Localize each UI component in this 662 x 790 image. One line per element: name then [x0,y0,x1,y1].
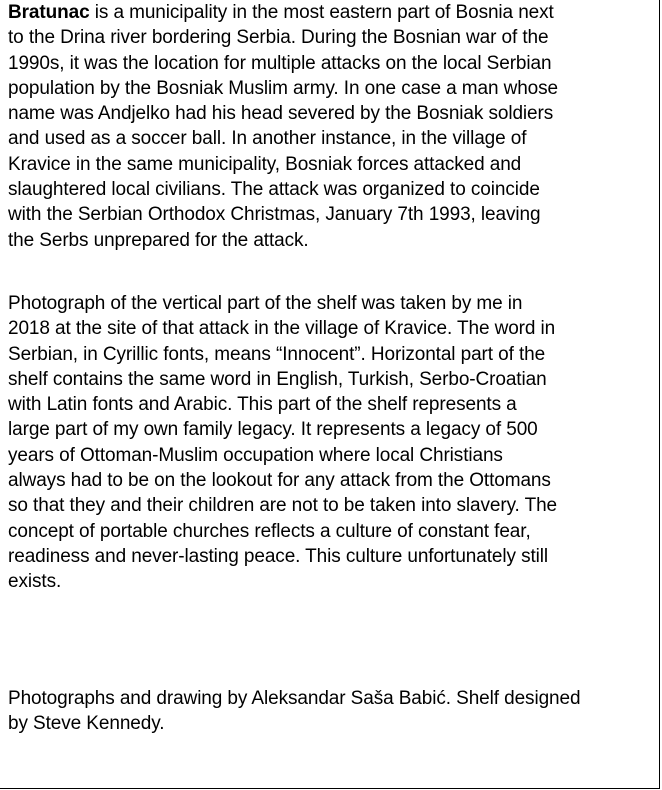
paragraph-line: Kravice in the same municipality, Bosniak forces attacked and [8,153,522,175]
paragraph-line: the Serbs unprepared for the attack. [8,229,309,251]
intro-paragraph [8,0,658,253]
paragraph-line: and used as a soccer ball. In another instance, in the village of [8,128,527,150]
paragraph-line: so that they and their children are not to be taken into slavery. The [8,495,558,517]
paragraph-line: large part of my own family legacy. It represents a legacy of 500 [8,419,538,441]
paragraph-line: population by the Bosniak Muslim army. In one case a man whose [8,77,559,99]
paragraph-line: shelf contains the same word in English, Turkish, Serbo-Croatian [8,368,547,390]
paragraph-line: Photograph of the vertical part of the shelf was taken by me in [8,293,523,314]
paragraph-line: 1990s, it was the location for multiple attacks on the local Serbian [8,52,552,74]
paragraph-line: name was Andjelko had his head severed by the Bosniak soldiers [8,103,554,125]
photograph-paragraph [8,291,658,595]
credits-line: by Steve Kennedy. [8,713,165,735]
paragraph-line: exists. [8,571,62,593]
place-name-bratunac: Bratunac [8,2,90,23]
credits-line: Photographs and drawing by Aleksandar Saša Babić. Shelf designed [8,688,581,709]
line-text: is a municipality in the most eastern part of Bosnia next [89,2,554,23]
paragraph-line: to the Drina river bordering Serbia. During the Bosnian war of the [8,27,549,49]
paragraph-line [8,0,658,25]
paragraph-line: with Latin fonts and Arabic. This part of the shelf represents a [8,394,517,416]
paragraph-line: with the Serbian Orthodox Christmas, January 7th 1993, leaving [8,204,541,226]
paragraph-line: slaughtered local civilians. The attack was organized to coincide [8,179,540,201]
credits-paragraph [8,686,658,737]
paragraph-line: years of Ottoman-Muslim occupation where local Christians [8,444,503,466]
paragraph-line: 2018 at the site of that attack in the village of Kravice. The word in [8,318,556,340]
paragraph-line: Serbian, in Cyrillic fonts, means “Innocent”. Horizontal part of the [8,343,546,365]
paragraph-line: always had to be on the lookout for any attack from the Ottomans [8,470,551,492]
paragraph-line: readiness and never-lasting peace. This culture unfortunately still [8,545,549,567]
paragraph-line: concept of portable churches reflects a culture of constant fear, [8,520,531,542]
